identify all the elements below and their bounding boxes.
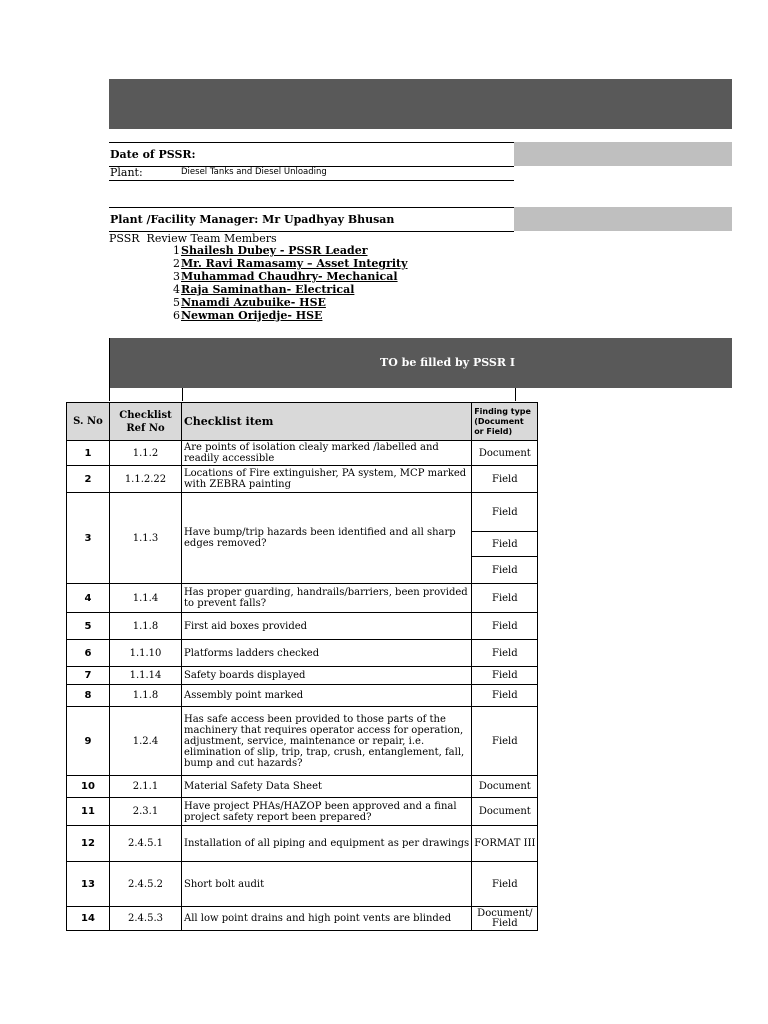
cell-type: Field (472, 667, 538, 685)
title-bar (109, 79, 732, 129)
team-label: PSSR Review Team Members (109, 232, 277, 245)
cell-type: Field (472, 707, 538, 776)
banner-substrip (109, 388, 516, 401)
table-row (67, 493, 538, 532)
cell-item: Short bolt audit (182, 862, 472, 907)
team-member: Mr. Ravi Ramasamy – Asset Integrity (181, 257, 408, 270)
table-row (67, 826, 538, 862)
pssr-banner (109, 338, 732, 388)
table-row (67, 707, 538, 776)
col-header-sno: S. No (67, 403, 110, 441)
cell-ref: 2.1.1 (110, 776, 182, 798)
cell-sno: 10 (67, 776, 110, 798)
cell-ref: 1.1.8 (110, 685, 182, 707)
table-row (67, 798, 538, 826)
team-member: Newman Orijedje- HSE (181, 309, 323, 322)
date-row-shading (514, 142, 732, 166)
cell-ref: 1.1.8 (110, 613, 182, 640)
cell-type: Document (472, 798, 538, 826)
cell-item: Material Safety Data Sheet (182, 776, 472, 798)
team-member: Shailesh Dubey - PSSR Leader (181, 244, 368, 257)
plant-row (109, 166, 514, 181)
plant-label: Plant: (110, 166, 143, 179)
table-row (67, 441, 538, 466)
cell-item: Have project PHAs/HAZOP been approved and a final project safety report been prepared? (182, 798, 472, 826)
cell-type: Document (472, 441, 538, 466)
checklist-table (66, 402, 538, 931)
table-row (67, 776, 538, 798)
cell-item: Assembly point marked (182, 685, 472, 707)
member-number: 1 (173, 244, 180, 257)
cell-type: Document/ Field (472, 907, 538, 931)
cell-sno: 9 (67, 707, 110, 776)
cell-item: Are points of isolation clealy marked /labelled and readily accessible (182, 441, 472, 466)
cell-item: All low point drains and high point vents are blinded (182, 907, 472, 931)
cell-ref: 1.1.10 (110, 640, 182, 667)
cell-ref: 2.4.5.3 (110, 907, 182, 931)
table-row (67, 584, 538, 613)
cell-ref: 2.4.5.1 (110, 826, 182, 862)
table-header-row (67, 403, 538, 441)
table-row (67, 466, 538, 493)
cell-sno: 5 (67, 613, 110, 640)
cell-type: Field (472, 466, 538, 493)
cell-ref: 1.1.3 (110, 493, 182, 584)
col-header-ref: Checklist Ref No (110, 403, 182, 441)
cell-sno: 7 (67, 667, 110, 685)
cell-type: Field (472, 685, 538, 707)
table-row (67, 862, 538, 907)
member-number: 6 (173, 309, 180, 322)
col-header-item: Checklist item (182, 403, 472, 441)
plant-value: Diesel Tanks and Diesel Unloading (181, 167, 327, 177)
team-member: Raja Saminathan- Electrical (181, 283, 355, 296)
cell-sno: 2 (67, 466, 110, 493)
cell-sno: 12 (67, 826, 110, 862)
cell-type: Field (472, 557, 538, 584)
table-row (67, 613, 538, 640)
cell-sno: 8 (67, 685, 110, 707)
manager-row (109, 207, 514, 232)
cell-ref: 2.4.5.2 (110, 862, 182, 907)
cell-ref: 1.1.14 (110, 667, 182, 685)
cell-type: Field (472, 532, 538, 557)
cell-type: Document (472, 776, 538, 798)
cell-sno: 3 (67, 493, 110, 584)
manager-label: Plant /Facility Manager: Mr Upadhyay Bhusan (110, 213, 395, 226)
team-members (170, 244, 430, 324)
table-row (67, 907, 538, 931)
table-row (67, 685, 538, 707)
banner-text: TO be filled by PSSR I (380, 356, 515, 369)
cell-item: Has proper guarding, handrails/barriers, been provided to prevent falls? (182, 584, 472, 613)
cell-sno: 1 (67, 441, 110, 466)
cell-item: Safety boards displayed (182, 667, 472, 685)
cell-item: Has safe access been provided to those parts of the machinery that requires operator access for operation, adjustment, service, maintenance or repair, i.e. elimination of slip, trip, trap, crush, entanglement, fall, bump and cut hazards? (182, 707, 472, 776)
member-number: 3 (173, 270, 180, 283)
member-number: 2 (173, 257, 180, 270)
member-number: 5 (173, 296, 180, 309)
team-member: Nnamdi Azubuike- HSE (181, 296, 326, 309)
cell-type: Field (472, 862, 538, 907)
cell-type: FORMAT III (472, 826, 538, 862)
cell-ref: 1.1.4 (110, 584, 182, 613)
cell-item: Have bump/trip hazards been identified and all sharp edges removed? (182, 493, 472, 584)
manager-row-shading (514, 207, 732, 231)
cell-ref: 1.1.2 (110, 441, 182, 466)
cell-item: Platforms ladders checked (182, 640, 472, 667)
cell-type: Field (472, 613, 538, 640)
cell-item: Installation of all piping and equipment as per drawings (182, 826, 472, 862)
cell-item: Locations of Fire extinguisher, PA system, MCP marked with ZEBRA painting (182, 466, 472, 493)
col-header-type: Finding type (Document or Field) (472, 403, 538, 441)
cell-sno: 14 (67, 907, 110, 931)
cell-type: Field (472, 640, 538, 667)
cell-item: First aid boxes provided (182, 613, 472, 640)
cell-sno: 11 (67, 798, 110, 826)
date-label: Date of PSSR: (110, 148, 196, 161)
cell-ref: 1.2.4 (110, 707, 182, 776)
table-row (67, 667, 538, 685)
cell-ref: 1.1.2.22 (110, 466, 182, 493)
cell-sno: 13 (67, 862, 110, 907)
member-number: 4 (173, 283, 180, 296)
cell-sno: 4 (67, 584, 110, 613)
date-row (109, 142, 514, 167)
cell-type: Field (472, 584, 538, 613)
team-member: Muhammad Chaudhry- Mechanical (181, 270, 398, 283)
cell-type: Field (472, 493, 538, 532)
cell-ref: 2.3.1 (110, 798, 182, 826)
table-row (67, 640, 538, 667)
cell-sno: 6 (67, 640, 110, 667)
